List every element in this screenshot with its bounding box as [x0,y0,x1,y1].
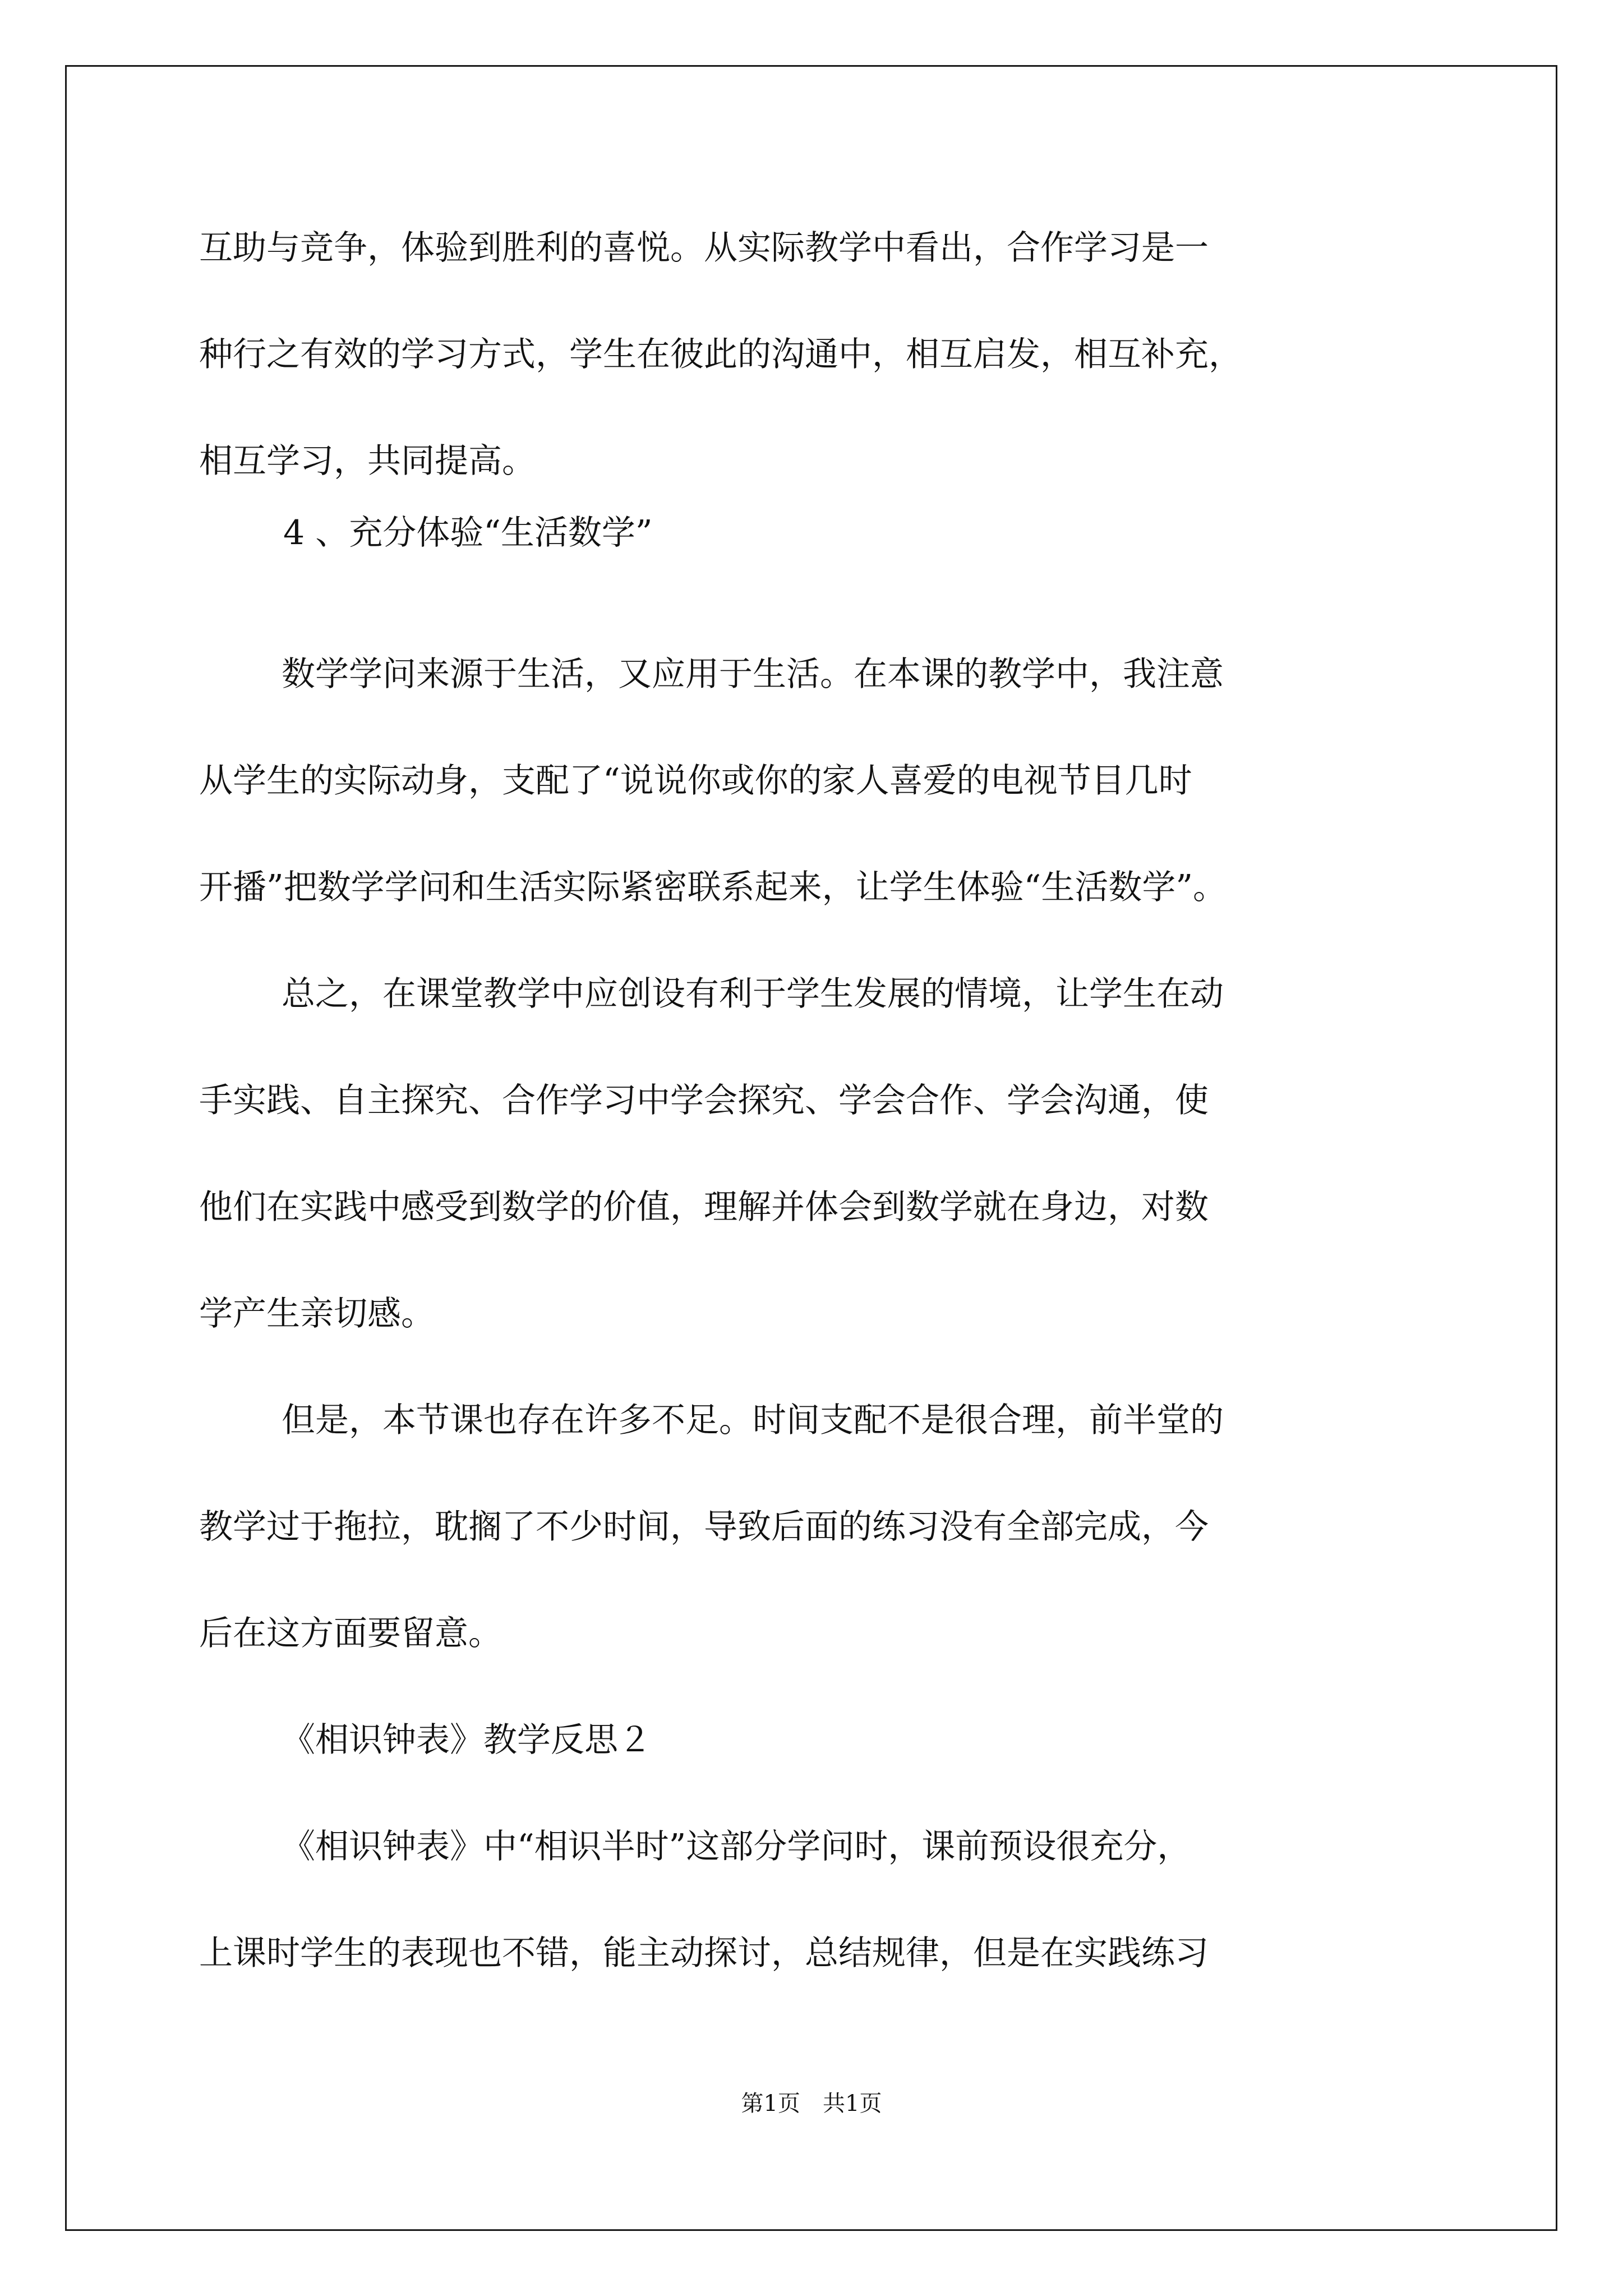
paragraph-line: 相互学习，共同提高。 [199,441,536,481]
paragraph-line: 学产生亲切感。 [199,1294,435,1333]
page-border [65,65,1557,2231]
paragraph-line: 种行之有效的学习方式，学生在彼此的沟通中，相互启发，相互补充， [199,335,1242,374]
paragraph-line: 总之，在课堂教学中应创设有利于学生发展的情境，让学生在动 [282,974,1224,1014]
paragraph-line: 从学生的实际动身，支配了“说说你或你的家人喜爱的电视节目几时 [199,761,1192,800]
paragraph-line: 教学过于拖拉，耽搁了不少时间，导致后面的练习没有全部完成，今 [199,1507,1209,1547]
paragraph-line: 开播”把数学学问和生活实际紧密联系起来，让学生体验“生活数学”。 [199,868,1227,907]
paragraph-line: 互助与竞争，体验到胜利的喜悦。从实际教学中看出，合作学习是一 [199,228,1209,268]
paragraph-line: 后在这方面要留意。 [199,1614,502,1653]
paragraph-line: 他们在实践中感受到数学的价值，理解并体会到数学就在身边，对数 [199,1188,1209,1227]
paragraph-line: 《相识钟表》中“相识半时”这部分学问时，课前预设很充分， [282,1827,1191,1866]
paragraph-line: 上课时学生的表现也不错，能主动探讨，总结规律，但是在实践练习 [199,1934,1209,1973]
section-heading: 《相识钟表》教学反思２ [282,1720,652,1760]
paragraph-line: 但是，本节课也存在许多不足。时间支配不是很合理，前半堂的 [282,1401,1224,1440]
paragraph-line: 手实践、自主探究、合作学习中学会探究、学会合作、学会沟通，使 [199,1081,1209,1120]
paragraph-line: 数学学问来源于生活，又应用于生活。在本课的教学中，我注意 [282,655,1224,694]
section-heading: 4 、充分体验“生活数学” [283,513,653,553]
page-footer: 第1页 共1页 [741,2091,882,2116]
